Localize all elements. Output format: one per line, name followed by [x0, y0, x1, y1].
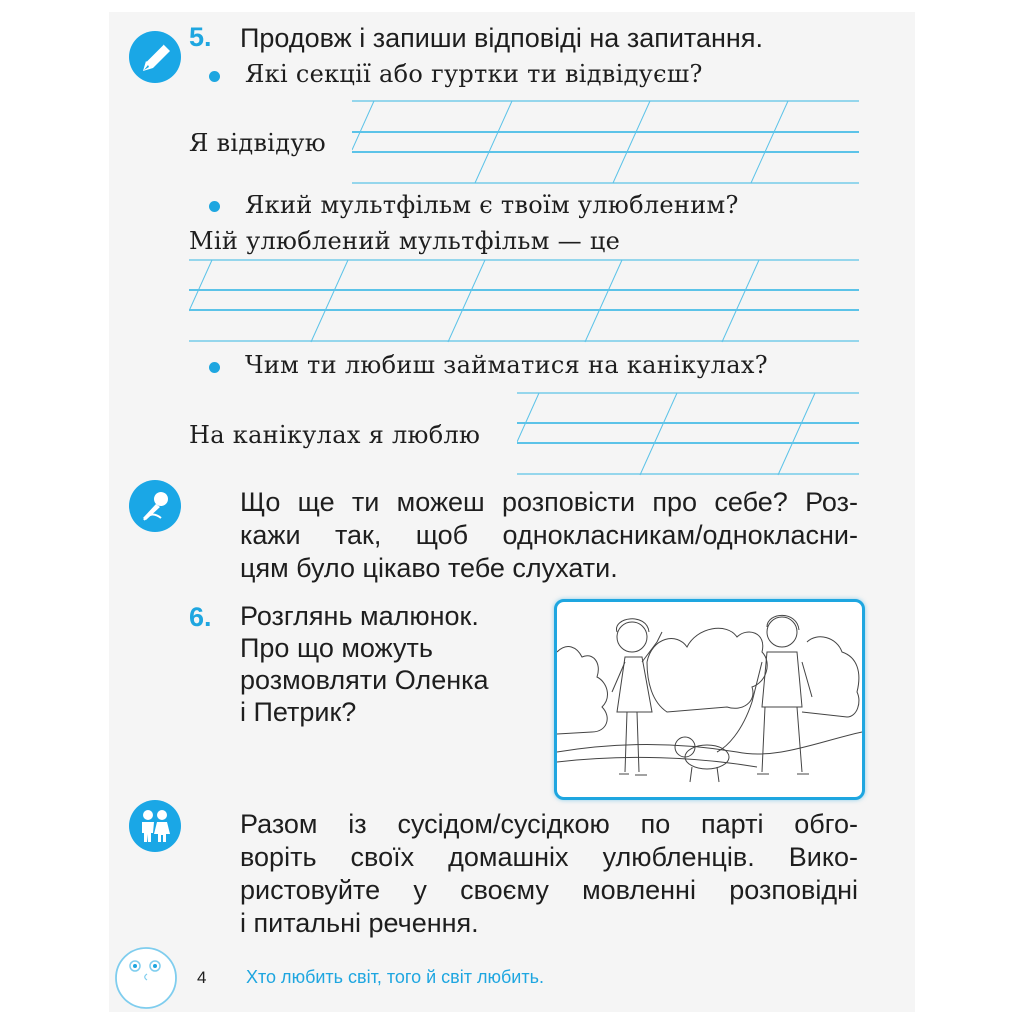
park-illustration: [554, 599, 865, 800]
task-number: 6.: [189, 602, 212, 632]
text-line: Разом із сусідом/сусідкою по парті обго-: [240, 809, 858, 839]
answer-writing-lines[interactable]: [189, 259, 859, 343]
text-line: Розглянь малюнок.: [240, 601, 479, 631]
question-text: Який мультфільм є твоїм улюбленим?: [245, 191, 739, 219]
task-title: Продовж і запиши відповіді на запитання.: [240, 23, 763, 53]
text-line: воріть своїх домашніх улюбленців. Вико-: [240, 842, 858, 872]
page-motto: Хто любить світ, того й світ любить.: [246, 967, 544, 987]
answer-writing-lines[interactable]: [352, 100, 859, 184]
answer-prompt: Я відвідую: [189, 129, 326, 157]
answer-writing-lines[interactable]: [517, 392, 859, 476]
bullet-icon: [209, 71, 220, 82]
question-text: Чим ти любиш займатися на канікулах?: [245, 351, 768, 379]
task6-text: [240, 600, 489, 728]
text-line: ристовуйте у своєму мовленні розповідні: [240, 875, 858, 905]
bullet-icon: [209, 362, 220, 373]
text-line: і Петрик?: [240, 697, 357, 727]
question-text: Які секції або гуртки ти відвідуєш?: [245, 60, 703, 88]
task-number: 5.: [189, 22, 212, 52]
answer-prompt: На канікулах я люблю: [189, 421, 481, 449]
text-line: кажи так, щоб однокласникам/однокласни-: [240, 520, 858, 550]
microphone-icon: [129, 480, 181, 532]
text-line: цям було цікаво тебе слухати.: [240, 553, 618, 583]
answer-prompt: Мій улюблений мультфільм — це: [189, 227, 621, 255]
text-line: розмовляти Оленка: [240, 665, 489, 695]
workbook-page: [109, 12, 915, 1012]
text-line: Про що можуть: [240, 633, 433, 663]
pair-work-icon: [129, 800, 181, 852]
bullet-icon: [209, 201, 220, 212]
text-line: і питальні речення.: [240, 908, 479, 938]
text-line: Що ще ти можеш розповісти про себе? Роз-: [240, 487, 858, 517]
pencil-icon: [129, 31, 181, 83]
face-mascot-icon: [114, 946, 178, 1015]
pair-task-text: [240, 808, 858, 940]
speaking-task-text: [240, 486, 858, 585]
page-number: 4: [197, 968, 207, 987]
